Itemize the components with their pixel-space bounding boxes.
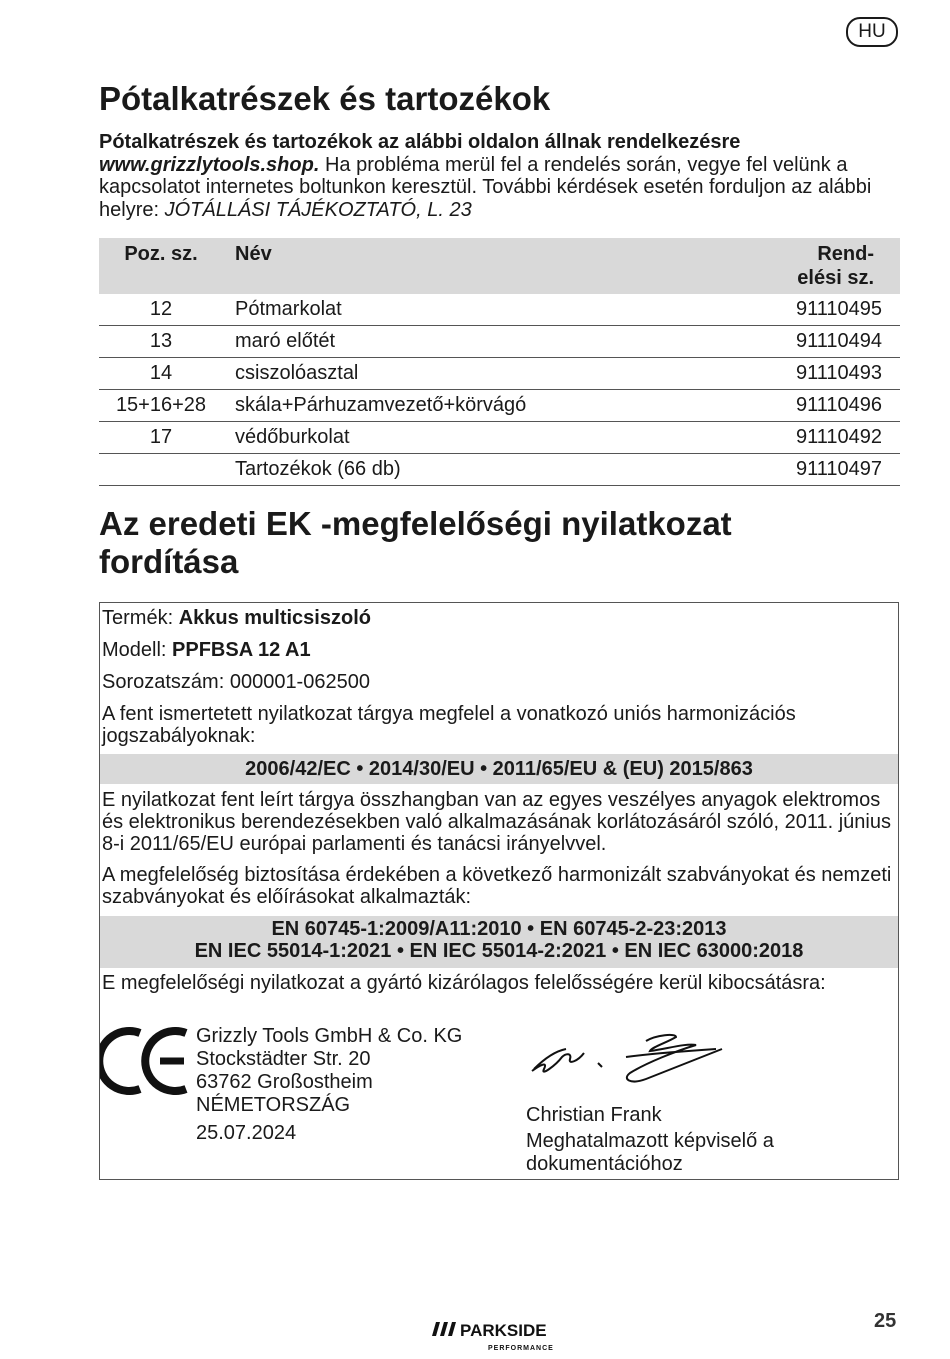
declaration-box	[99, 602, 899, 1180]
table-row	[99, 390, 900, 422]
declaration-title-line1: Az eredeti EK -megfelelőségi nyilatkozat	[99, 505, 732, 542]
ce-mark-icon	[100, 1027, 192, 1095]
shop-link[interactable]: www.grizzlytools.shop.	[99, 153, 320, 176]
manufacturer-address	[196, 1025, 462, 1145]
cell-pos: 13	[99, 326, 223, 358]
table-row	[99, 454, 900, 486]
standards-line2: EN IEC 55014-1:2021 • EN IEC 55014-2:2021 • EN IEC 63000:2018	[194, 940, 804, 962]
product-value: Akkus multicsiszoló	[178, 607, 371, 629]
header-order-number	[714, 238, 900, 294]
signature-icon	[526, 1027, 736, 1097]
brand-subtitle: PERFORMANCE	[488, 1345, 554, 1352]
signer-name: Christian Frank	[526, 1104, 662, 1126]
standards-line1: EN 60745-1:2009/A11:2010 • EN 60745-2-23:2013	[271, 918, 727, 940]
table-row	[99, 294, 900, 326]
standards-band	[100, 916, 898, 968]
declaration-title-line2: fordítása	[99, 543, 239, 580]
table-row	[99, 422, 900, 454]
cell-order-number: 91110496	[714, 390, 900, 422]
responsibility-text: E megfelelőségi nyilatkozat a gyártó kizárólagos felelősségére kerül kibocsátásra:	[102, 972, 826, 994]
serial-line: Sorozatszám: 000001-062500	[102, 671, 370, 693]
address-country: NÉMETORSZÁG	[196, 1094, 351, 1116]
directives-band: 2006/42/EC • 2014/30/EU • 2011/65/EU & (EU) 2015/863	[100, 754, 898, 784]
intro-text: Ha probléma merül fel a rendelés során, vegye fel velünk a kapcsolatot internetes boltunkon keresztül. További kérdések esetén forduljon az alábbi helyre:	[99, 153, 872, 221]
standards-intro-text: A megfelelőség biztosítása érdekében a következő harmonizált szabványokat és nemzeti szabványokat és előírásokat alkalmazták:	[102, 864, 892, 908]
conformity-text: A fent ismertetett nyilatkozat tárgya megfelel a vonatkozó uniós harmonizációs jogszabályoknak:	[102, 703, 796, 747]
cell-name: Pótmarkolat	[223, 294, 714, 326]
header-order-line2: elési sz.	[797, 267, 874, 289]
cell-pos: 12	[99, 294, 223, 326]
spare-parts-intro	[99, 131, 889, 221]
cell-name: csiszolóasztal	[223, 358, 714, 390]
cell-order-number: 91110495	[714, 294, 900, 326]
spare-parts-table	[99, 238, 900, 486]
rohs-text: E nyilatkozat fent leírt tárgya összhangban van az egyes veszélyes anyagok elektromos és elektronikus berendezésekben való alkalmazásának korlátozásáról szóló, 2011. június 8-i 2011/65/EU európai parlamenti és tanácsi irányelvvel.	[102, 789, 891, 855]
cell-order-number: 91110492	[714, 422, 900, 454]
page-number: 25	[874, 1310, 897, 1332]
cell-pos: 17	[99, 422, 223, 454]
signer-role: Meghatalmazott képviselő a dokumentációhoz	[526, 1130, 774, 1175]
brand-name: PARKSIDE	[460, 1321, 547, 1340]
model-value: PPFBSA 12 A1	[172, 639, 311, 661]
language-badge: HU	[846, 17, 898, 47]
cell-order-number: 91110494	[714, 326, 900, 358]
header-order-line1: Rend-	[817, 243, 874, 265]
cell-name: maró előtét	[223, 326, 714, 358]
table-row	[99, 358, 900, 390]
header-pos: Poz. sz.	[99, 238, 223, 294]
cell-name: védőburkolat	[223, 422, 714, 454]
table-row	[99, 326, 900, 358]
address-street: Stockstädter Str. 20	[196, 1048, 371, 1070]
intro-bold-text: Pótalkatrészek és tartozékok az alábbi oldalon állnak rendelkezésre	[99, 131, 741, 153]
cell-pos: 14	[99, 358, 223, 390]
product-label: Termék:	[102, 607, 179, 629]
cell-order-number: 91110497	[714, 454, 900, 486]
cell-name: skála+Párhuzamvezető+körvágó	[223, 390, 714, 422]
section-title-declaration	[99, 505, 732, 581]
address-company: Grizzly Tools GmbH & Co. KG	[196, 1025, 463, 1047]
declaration-date: 25.07.2024	[196, 1122, 297, 1144]
address-city: 63762 Großostheim	[196, 1071, 373, 1093]
cell-name: Tartozékok (66 db)	[223, 454, 714, 486]
cell-pos: 15+16+28	[99, 390, 223, 422]
header-name: Név	[223, 238, 714, 294]
model-label: Modell:	[102, 639, 173, 661]
model-line	[102, 639, 894, 661]
parkside-logo-icon	[430, 1318, 580, 1357]
cell-pos	[99, 454, 223, 486]
table-header-row	[99, 238, 900, 294]
warranty-reference: JÓTÁLLÁSI TÁJÉKOZTATÓ, L. 23	[164, 198, 472, 221]
cell-order-number: 91110493	[714, 358, 900, 390]
product-line	[102, 607, 894, 629]
section-title-spare-parts: Pótalkatrészek és tartozékok	[99, 80, 551, 117]
